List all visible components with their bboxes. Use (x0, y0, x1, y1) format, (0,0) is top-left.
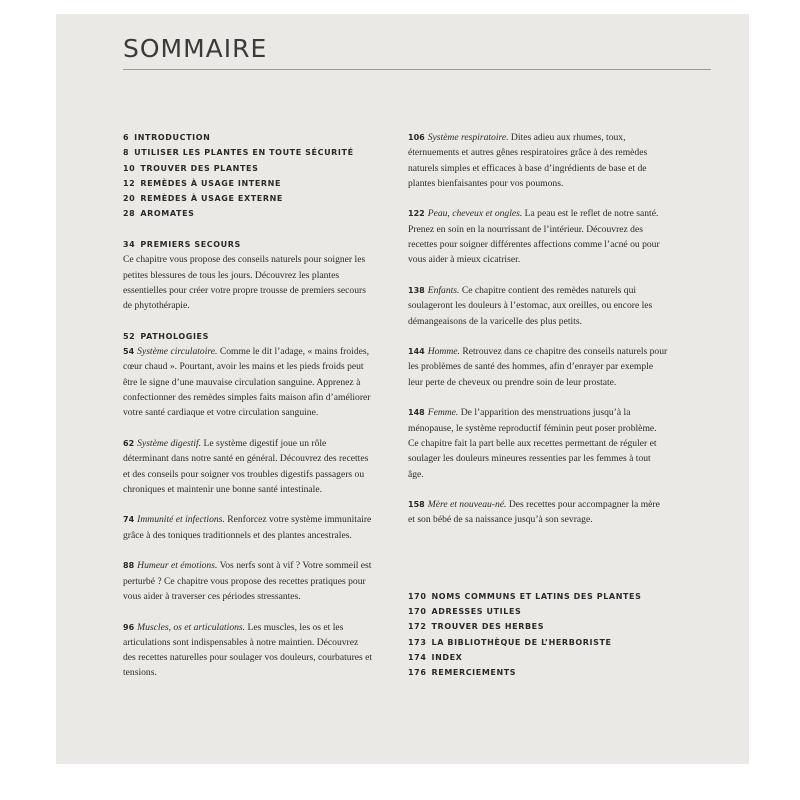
toc-entry: 62 Système digestif. Le système digestif joue un rôle déterminant dans notre santé en général. Découvrez des recettes et des conseils pour soigner vos troubles digestifs passagers ou chroniques et maintenir une bonne santé intestinale. (123, 437, 369, 495)
toc-entry: 96 Muscles, os et articulations. Les muscles, les os et les articulations sont indispensables à notre maintien. Découvrez des recettes naturelles pour soulager vos douleurs, courbatures et tensions. (123, 621, 373, 679)
toc-item: 20 REMÈDES À USAGE EXTERNE (123, 194, 283, 204)
left-column (123, 130, 373, 681)
toc-item: 174 INDEX (408, 652, 463, 662)
title-rule (123, 69, 711, 70)
page-title: SOMMAIRE (123, 34, 268, 63)
toc-entry: 74 Immunité et infections. Renforcez votre système immunitaire grâce à des toniques traditionnels et des plantes ancestrales. (123, 514, 372, 541)
toc-section-pathologies: 52 PATHOLOGIES (123, 331, 209, 341)
toc-item: 173 LA BIBLIOTHÈQUE DE L’HERBORISTE (408, 637, 612, 647)
toc-item: 12 REMÈDES À USAGE INTERNE (123, 178, 282, 188)
section-description: Ce chapitre vous propose des conseils naturels pour soigner les petites blessures de tous les jours. Découvrez les plantes essentielles pour créer votre propre trousse de premiers secours de phytothérapie. (123, 254, 366, 312)
toc-entry: 138 Enfants. Ce chapitre contient des remèdes naturels qui soulageront les douleurs à l’estomac, aux oreilles, ou encore les démangeaisons de la varicelle des plus petits. (408, 284, 653, 327)
toc-entry: 106 Système respiratoire. Dites adieu aux rhumes, toux, éternuements et autres gênes respiratoires grâce à des remèdes naturels simples et efficaces à base d’ingrédients de base et de plantes bienfaisantes pour vos poumons. (408, 132, 648, 189)
toc-item: 8 UTILISER LES PLANTES EN TOUTE SÉCURITÉ (123, 148, 354, 158)
toc-item: 28 AROMATES (123, 209, 195, 219)
toc-entry: 54 Système circulatoire. Comme le dit l’adage, « mains froides, cœur chaud ». Pourtant, avoir les mains et les pieds froids peut être le signe d’une mauvaise circulation sanguine. Apprenez à confectionner des remèdes simples faits maison afin d’améliorer votre santé cardiaque et votre circulation sanguine. (123, 346, 371, 419)
toc-item: 170 ADRESSES UTILES (408, 607, 522, 617)
toc-item: 170 NOMS COMMUNS ET LATINS DES PLANTES (408, 591, 642, 601)
toc-entry: 122 Peau, cheveux et ongles. La peau est le reflet de notre santé. Prenez en soin en la nourrissant de l’intérieur. Découvrez des recettes pour soigner différentes affections comme l’acné ou pour vous aider à mieux cicatriser. (408, 208, 660, 266)
document-page (56, 14, 749, 764)
toc-entry: 144 Homme. Retrouvez dans ce chapitre des conseils naturels pour les problèmes de santé des hommes, afin d’enrayer par exemple leur perte de cheveux ou prendre soin de leur prostate. (408, 346, 668, 388)
toc-item: 172 TROUVER DES HERBES (408, 622, 545, 632)
toc-item: 176 REMERCIEMENTS (408, 668, 517, 678)
toc-entry: 148 Femme. De l’apparition des menstruations jusqu’à la ménopause, le système reproductif féminin peut poser problème. Ce chapitre fait la part belle aux recettes permettant de réguler et soulager les douleurs mineures ressenties par les femmes à tout âge. (408, 407, 657, 480)
toc-entry: 158 Mère et nouveau-né. Des recettes pour accompagner la mère et son bébé de sa naissance jusqu’à son sevrage. (408, 499, 660, 526)
right-column (408, 130, 668, 681)
toc-section-premiers-secours: 34 PREMIERS SECOURS (123, 240, 241, 250)
toc-item: 10 TROUVER DES PLANTES (123, 163, 259, 173)
toc-entry: 88 Humeur et émotions. Vos nerfs sont à vif ? Votre sommeil est perturbé ? Ce chapitre vous propose des recettes pratiques pour vous aider à traverser ces périodes stressantes. (123, 560, 372, 602)
toc-item: 6 INTRODUCTION (123, 133, 211, 142)
